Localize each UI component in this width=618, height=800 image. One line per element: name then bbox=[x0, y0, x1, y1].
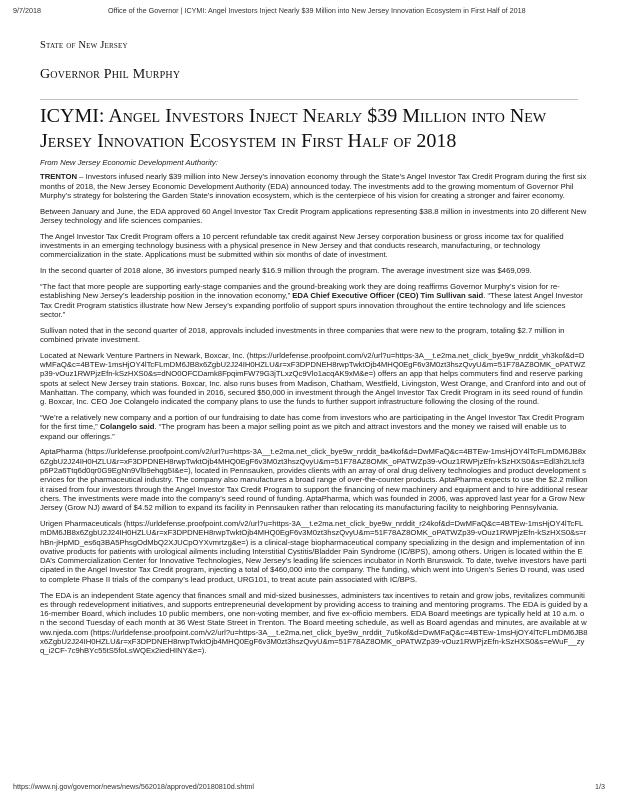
state-link[interactable]: State of New Jersey bbox=[40, 40, 128, 51]
quote-attribution: EDA Chief Executive Officer (CEO) Tim Sullivan said bbox=[292, 291, 484, 301]
paragraph-new-companies: Sullivan noted that in the second quarter of 2018, approvals included investments in three companies that were new to the program, totaling $2.7 million in combined private investment. bbox=[40, 325, 565, 344]
quote-text-cont: . “The program has been a major selling point as we pitch and attract investors and the money we raised will enable us to expand our offerings.” bbox=[40, 422, 567, 441]
paragraph-urigen: Urigen Pharmaceuticals (https://urldefense.proofpoint.com/v2/url?u=https-3A__t.e2ma.net_click_bye9w_nrddit_r24kof&d=DwMFaQ&c=4BTEw-1msHjOY4lTcFLmDM6JB8x6ZgbU2J24IH0HZLU&r=xF3DPDNEH8rwpTwktOjb4MHQ0EgF6v3M0zt3hszQvyU&m=51F78AZ8OMK_oPATWZp39-vOuz1RWPjzEfn-kSzHXS0&s=rhBn-jHpMD_es6q3BA5PhsgOdMbQ2XJUCpOYXvmrtzg&e=) is a clinical-stage biopharmaceutical company specializing in the design and implementation of innovative products for patients with urological ailments including Interstitial Cystitis/Bladder Pain Syndrome (IC/BPS), among others. Urigen is located within the EDA’s Commercialization Center for Innovative Technologies, New Jersey’s leading life sciences incubator in North Brunswick. To date, twelve investors have participated in the Angel Investor Tax Credit program, injecting a total of $460,000 into the company. The funding, which went into Urigen’s Series D round, was used to complete Phase II trials of the company’s lead product, URG101, to treat acute pain associated with IC/BPS. bbox=[40, 519, 587, 584]
print-date: 9/7/2018 bbox=[13, 6, 41, 15]
page-number: 1/3 bbox=[595, 782, 605, 791]
article-headline: ICYMI: Angel Investors Inject Nearly $39 Million into New Jersey Innovation Ecosystem in First Half of 2018 bbox=[40, 105, 547, 152]
paragraph-aptapharma: AptaPharma (https://urldefense.proofpoint.com/v2/url?u=https-3A__t.e2ma.net_click_bye9w_nrddit_ba4kof&d=DwMFaQ&c=4BTEw-1msHjOY4lTcFLmDM6JB8x6ZgbU2J24IH0HZLU&r=xF3DPDNEH8rwpTwktOjb4MHQ0EgF6v3M0zt3hszQvyU&m=51F78AZ8OMK_oPATWZp39-vOuz1RWPjzEfn-kSzHXS0&s=Edl3h2Ltcf3p6P2a6Ttq6d0qr0G9EgNn9Vlb9ehqg5I&e=), located in Pennsauken, provides clients with an array of oral drug delivery technologies and product development services for the pharmaceutical industry. The company also manufactures a broad range of over-the-counter products. AptaPharma expects to use the $2.2 million it raised from four investors through the Angel Investor Tax Credit Program to support the financing of new machinery and equipment and to hire additional researchers. The investments were made into the company’s seed round of funding. AptaPharma, which was founded in 2006, was approved last year for a Grow New Jersey (Grow NJ) award of $4.52 million to expand its facility in Pennsauken rather than relocating its manufacturing facility to neighboring Pennsylvania. bbox=[40, 447, 588, 513]
quote-attribution: Colangelo said bbox=[99, 422, 155, 432]
paragraph-boxcar: Located at Newark Venture Partners in Newark, Boxcar, Inc. (https://urldefense.proofpoint.com/v2/url?u=https-3A__t.e2ma.net_click_bye9w_nrddit_vh3kof&d=DwMFaQ&c=4BTEw-1msHjOY4lTcFLmDM6JB8x6ZgbU2J24IH0HZLU&r=xF3DPDNEH8rwpTwktOjb4MHQ0EgF6v3M0zt3hszQvyU&m=51F78AZ8OMK_oPATWZp39-vOuz1RWPjzEfn-kSzHXS0&s=dNO0OFCDamk8FpqimFW79G3jTLxzQc9Vlo1acqAK9xM&e=) offers an app that helps commuters find and reserve parking spots at select New Jersey train stations. Boxcar, Inc. also runs buses from Madison, Chatham, Westfield, Livingston, West Orange, and Cranford into and out of Manhattan. The company, which was founded in 2016, secured $50,000 in investment through the Angel Investor Tax Credit Program in its seed round of funding. Boxcar, Inc. CEO Joe Colangelo indicated the company plans to use the funds to further support infrastructure following the closing of the round. bbox=[40, 350, 586, 407]
paragraph-colangelo-quote bbox=[40, 413, 588, 441]
print-page-title: Office of the Governor | ICYMI: Angel Investors Inject Nearly $39 Million into New Jersey Innovation Ecosystem in First Half of 2018 bbox=[108, 6, 526, 15]
print-footer bbox=[13, 782, 605, 791]
paragraph-q2: In the second quarter of 2018 alone, 36 investors pumped nearly $16.9 million through the program. The average investment size was $469,099. bbox=[40, 266, 532, 276]
quote-text-cont: . “These latest Angel Investor Tax Credit Program statistics illustrate how New Jersey’s expanding portfolio of support spurs innovation throughout the entire technology and life sciences sector.” bbox=[40, 291, 583, 319]
paragraph-applications: Between January and June, the EDA approved 60 Angel Investor Tax Credit Program applications representing $38.8 million in investments into 20 different New Jersey technology and life sciences companies. bbox=[40, 206, 587, 225]
quote-text: “The fact that more people are supporting early-stage companies and the ground-breaking work they are doing reaffirms Governor Murphy’s vision for re-establishing New Jersey’s leadership position in the innovation economy,” bbox=[40, 281, 560, 301]
paragraph-sullivan-quote bbox=[40, 282, 588, 319]
paragraph-eda: The EDA is an independent State agency that finances small and mid-sized businesses, administers tax incentives to retain and grow jobs, revitalizes communities through redevelopment initiatives, and supports entrepreneurial development by providing access to training and mentoring programs. The EDA is guided by a 16-member Board, which includes 10 public members, one non-voting member, and five ex-officio members. EDA Board meetings are typically held at 10 a.m. on the second Tuesday of each month at 36 West State Street in Trenton. The Board meeting schedule, as well as Board agendas and minutes, are available at www.njeda.com (https://urldefense.proofpoint.com/v2/url?u=https-3A__t.e2ma.net_click_bye9w_nrddit_7u5kof&d=DwMFaQ&c=4BTEw-1msHjOY4lTcFLmDM6JB8x6ZgbU2J24IH0HZLU&r=xF3DPDNEH8rwpTwktOjb4MHQ0EgF6v3M0zt3hszQvyU&m=51F78AZ8OMK_oPATWZp39-vOuz1RWPjzEfn-kSzHXS0&s=eWuF__zyq_i2CF-7c9hBYc55tS5foLsWQEx2iedHINY&e=). bbox=[40, 590, 588, 656]
governor-link[interactable]: Governor Phil Murphy bbox=[40, 67, 181, 82]
dateline: TRENTON bbox=[40, 172, 78, 182]
print-url: https://www.nj.gov/governor/news/news/562018/approved/20180810d.shtml bbox=[13, 782, 254, 791]
paragraph-program: The Angel Investor Tax Credit Program offers a 10 percent refundable tax credit against New Jersey corporation business or gross income tax for qualified investments in an emerging technology business with a physical presence in New Jersey and that conducts research, manufacturing, or technology commercialization in the state. Applications must be submitted within six months of date of investment. bbox=[40, 231, 564, 260]
article-body bbox=[40, 158, 588, 662]
article-source: From New Jersey Economic Development Authority: bbox=[40, 158, 218, 167]
header-divider bbox=[40, 99, 578, 100]
paragraph-intro-text: – Investors infused nearly $39 million into New Jersey’s innovation economy through the State’s Angel Investor Tax Credit Program during the first six months of 2018, the New Jersey Economic Development Authority (EDA) announced today. The investments add to the growing momentum of Governor Phil Murphy’s strategy for bolstering the Garden State’s innovation ecosystem, which is the centerpiece of his vision for creating a stronger and fairer economy. bbox=[40, 172, 587, 200]
quote-text: “We’re a relatively new company and a portion of our fundraising to date has come from investors who are participating in the Angel Investor Tax Credit Program for the first time,” bbox=[40, 413, 585, 432]
paragraph-intro bbox=[40, 172, 588, 200]
